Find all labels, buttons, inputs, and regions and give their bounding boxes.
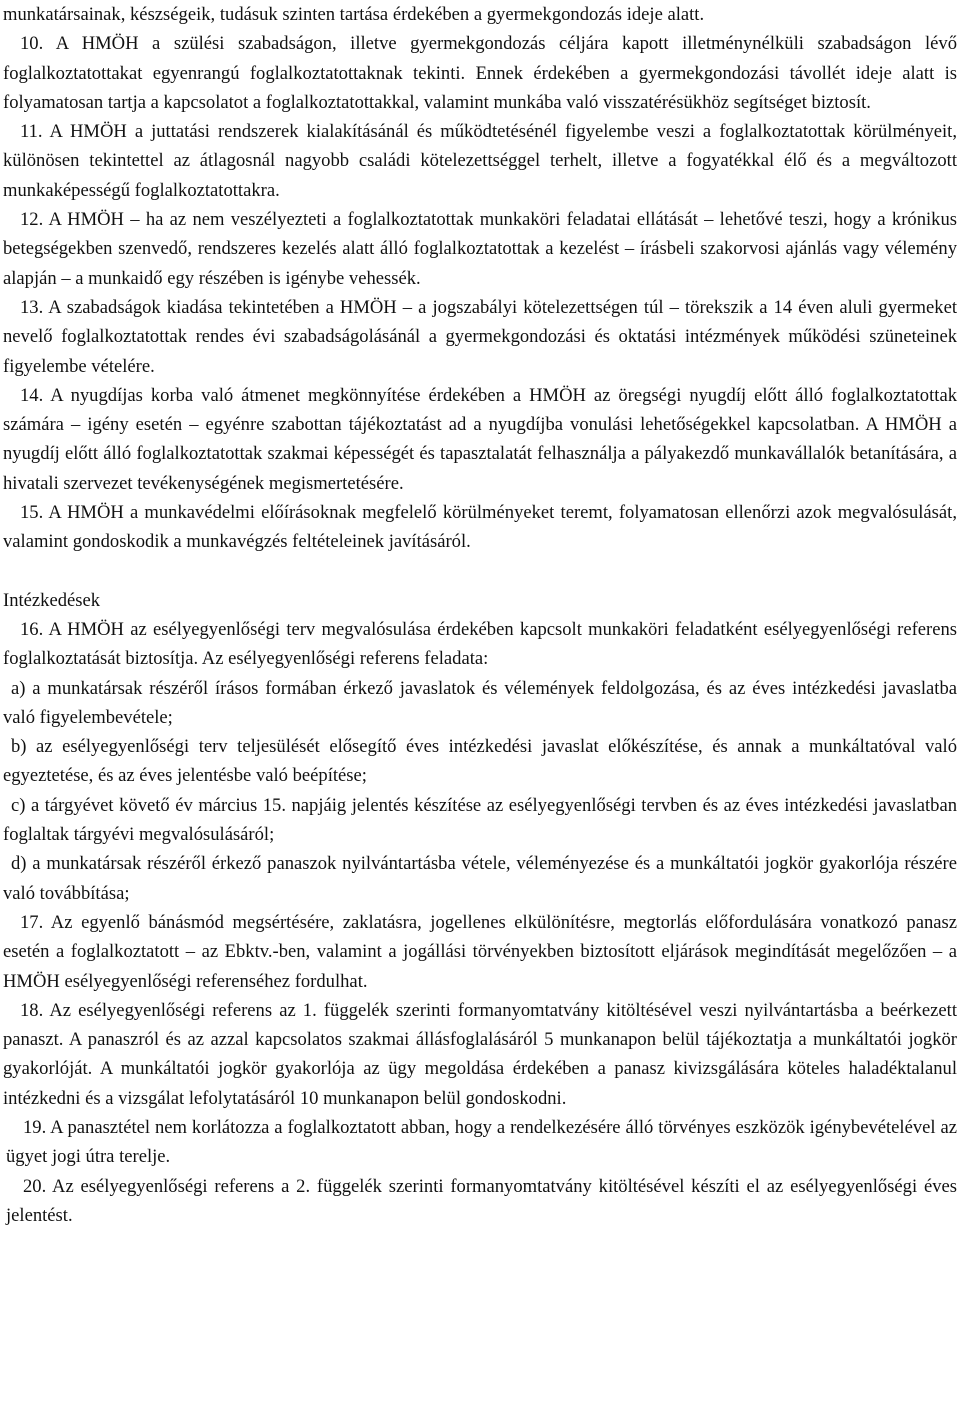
paragraph-12: 12. A HMÖH – ha az nem veszélyezteti a foglalkoztatottak munkaköri feladatai ellátását – lehetővé teszi, hogy a krónikus betegségekben szenvedő, rendszeres kezelés alatt álló foglalkoztatottak a kezelést – írásbeli szakorvosi ajánlás vagy vélemény alapján – a munkaidő egy részében is igénybe vehessék. [3,209,957,289]
paragraph-19: 19. A panasztétel nem korlátozza a foglalkoztatott abban, hogy a rendelkezésére álló törvényes eszközök igénybevételével az ügyet jogi útra terelje. [6,1116,957,1168]
paragraph-10: 10. A HMÖH a szülési szabadságon, illetve gyermekgondozás céljára kapott illetménynélküli szabadságon lévő foglalkoztatottakat egyenrangú foglalkoztatottaknak tekinti. Ennek érdekében a gyermekgondozási távollét ideje alatt is folyamatosan tartja a kapcsolatot a foglalkoztatottakkal, valamint munkába való visszatérésükhöz segítséget biztosít. [3,33,957,113]
paragraph-17: 17. Az egyenlő bánásmód megsértésére, zaklatásra, jogellenes elkülönítésre, megtorlás előfordulására vonatkozó panasz esetén a foglalkoztatott – az Ebktv.-ben, valamint a jogállási törvényekben biztosított eljárások megindítását megelőzően – a HMÖH esélyegyenlőségi referenséhez fordulhat. [3,911,957,992]
paragraph-13: 13. A szabadságok kiadása tekintetében a HMÖH – a jogszabályi kötelezettségen túl – törekszik a 14 éven aluli gyermeket nevelő foglalkoztatottak rendes évi szabadságolásánál a gyermekgondozási és oktatási intézmények működési szüneteinek figyelembe vételére. [3,296,957,377]
paragraph-14: 14. A nyugdíjas korba való átmenet megkönnyítése érdekében a HMÖH az öregségi nyugdíj előtt álló foglalkoztatottak számára – igény esetén – egyénre szabottan tájékoztatást ad a nyugdíjba vonulási lehetőségekkel kapcsolatban. A HMÖH a nyugdíj előtt álló foglalkoztatottak szakmai képességét és tapasztalatát felhasználja a pályakezdő munkavállalók betanítására, a hivatali szervezet tevékenységének megismertetésére. [3,384,957,494]
list-item-c: c) a tárgyévet követő év március 15. napjáig jelentés készítése az esélyegyenlőségi tervben és az éves intézkedési javaslatban foglaltak tárgyévi megvalósulásáról; [3,794,957,846]
paragraph-18: 18. Az esélyegyenlőségi referens az 1. függelék szerinti formanyomtatvány kitöltésével veszi nyilvántartásba a beérkezett panaszt. A panaszról és az azzal kapcsolatos szakmai állásfoglalásáról 5 munkanapon belül tájékoztatja a munkáltatói jogkör gyakorlóját. A munkáltatói jogkör gyakorlója az ügy megoldása érdekében a panasz kivizsgálására köteles haladéktalanul intézkedni és a vizsgálat lefolytatásáról 10 munkanapon belül gondoskodni. [3,999,957,1109]
section-heading: Intézkedések [3,589,101,611]
paragraph-16: 16. A HMÖH az esélyegyenlőségi terv megvalósulása érdekében kapcsolt munkaköri feladatként esélyegyenlőségi referens foglalkoztatását biztosítja. Az esélyegyenlőségi referens feladata: [3,618,957,670]
paragraph-11: 11. A HMÖH a juttatási rendszerek kialakításánál és működtetésénél figyelembe veszi a foglalkoztatottak körülményeit, különösen tekintettel az átlagosnál nagyobb családi kötelezettséggel terhelt, illetve a fogyatékkal élő és a megváltozott munkaképességű foglalkoztatottakra. [3,121,957,201]
list-item-a: a) a munkatársak részéről írásos formában érkező javaslatok és vélemények feldolgozása, és az éves intézkedési javaslatba való figyelembevétele; [3,677,957,728]
paragraph-15: 15. A HMÖH a munkavédelmi előírásoknak megfelelő körülményeket teremt, folyamatosan ellenőrzi azok megvalósulását, valamint gondoskodik a munkavégzés feltételeinek javításáról. [3,502,957,553]
continuation-text: munkatársainak, készségeik, tudásuk szinten tartása érdekében a gyermekgondozás ideje alatt. [3,4,705,25]
paragraph-20: 20. Az esélyegyenlőségi referens a 2. függelék szerinti formanyomtatvány kitöltésével készíti el az esélyegyenlőségi éves jelentést. [6,1175,957,1226]
list-item-b: b) az esélyegyenlőségi terv teljesülését elősegítő éves intézkedési javaslat előkészítése, és annak a munkáltatóval való egyeztetése, és az éves jelentésbe való beépítése; [3,736,957,787]
list-item-d: d) a munkatársak részéről érkező panaszok nyilvántartásba vétele, véleményezése és a munkáltatói jogkör gyakorlója részére való továbbítása; [3,853,957,904]
document-page [3,0,957,1230]
